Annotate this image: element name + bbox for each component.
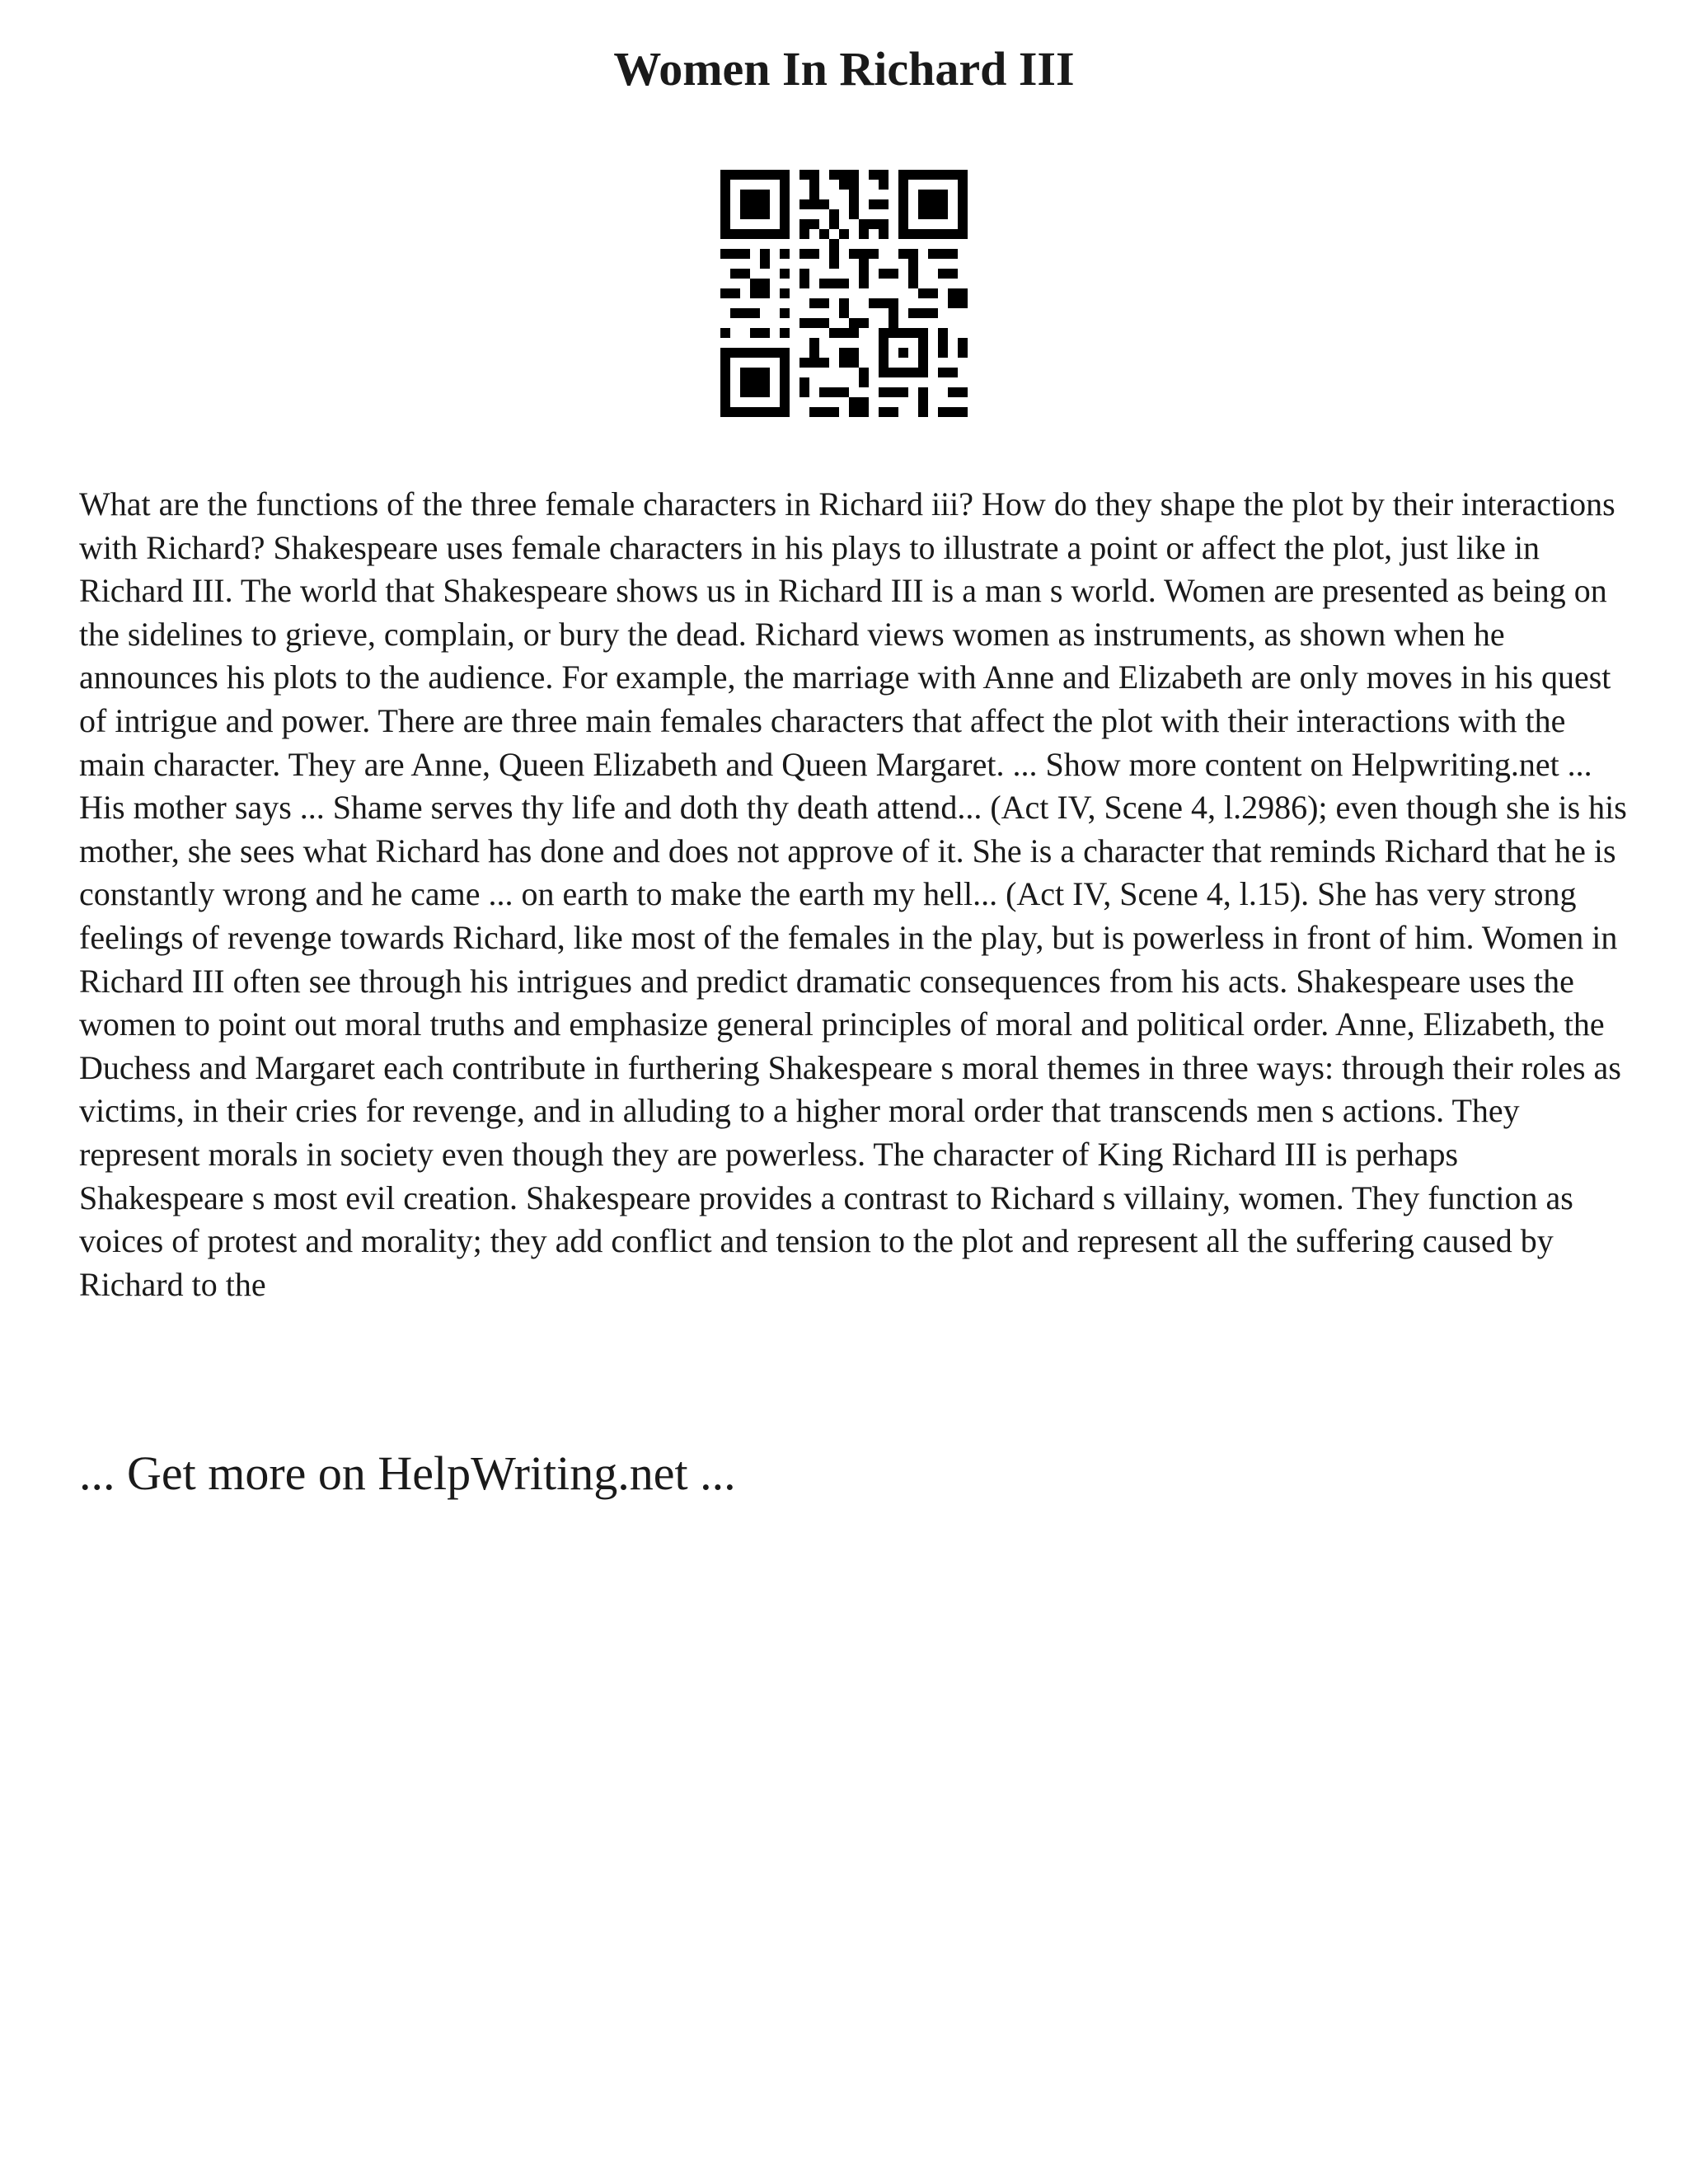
qr-code-icon bbox=[720, 170, 968, 417]
get-more-link[interactable]: ... Get more on HelpWriting.net ... bbox=[79, 1446, 736, 1500]
paragraph-1: What are the functions of the three female characters in Richard iii? How do they shape the plot by their interactions with Richard? Shakespeare uses female characters in his plays to illustrate a point or affect the plot, just like in Richard III. The world that Shakespeare shows us in Richard III is a man s world. Women are presented as being on the sidelines to grieve, complain, or bury the dead. Richard views women as instruments, as shown when he announces his plots to the audience. For example, the marriage with Anne and Elizabeth are only moves in his quest of intrigue and power. There are three main females characters that affect the plot with their interactions with the main character. They are Anne, Queen Elizabeth and Queen Margaret. ... Show more content on Helpwriting.net ... bbox=[79, 485, 1615, 783]
article-body bbox=[79, 483, 1629, 1306]
paragraph-2: His mother says ... Shame serves thy life and doth thy death attend... (Act IV, Scene 4, l.2986); even though she is his mother, she sees what Richard has done and does not approve of it. She is a character that reminds Richard that he is constantly wrong and he came ... on earth to make the earth my hell... (Act IV, Scene 4, l.15). She has very strong feelings of revenge towards Richard, like most of the females in the play, but is powerless in front of him. Women in Richard III often see through his intrigues and predict dramatic consequences from his acts. Shakespeare uses the women to point out moral truths and emphasize general principles of moral and political order. Anne, Elizabeth, the Duchess and Margaret each contribute in furthering Shakespeare s moral themes in three ways: through their roles as victims, in their cries for revenge, and in alluding to a higher moral order that transcends men s actions. They represent morals in society even though they are powerless. The character of King Richard III is perhaps Shakespeare s most evil creation. Shakespeare provides a contrast to Richard s villainy, women. They function as voices of protest and morality; they add conflict and tension to the plot and represent all the suffering caused by Richard to the bbox=[79, 789, 1627, 1303]
page-title: Women In Richard III bbox=[613, 42, 1075, 96]
